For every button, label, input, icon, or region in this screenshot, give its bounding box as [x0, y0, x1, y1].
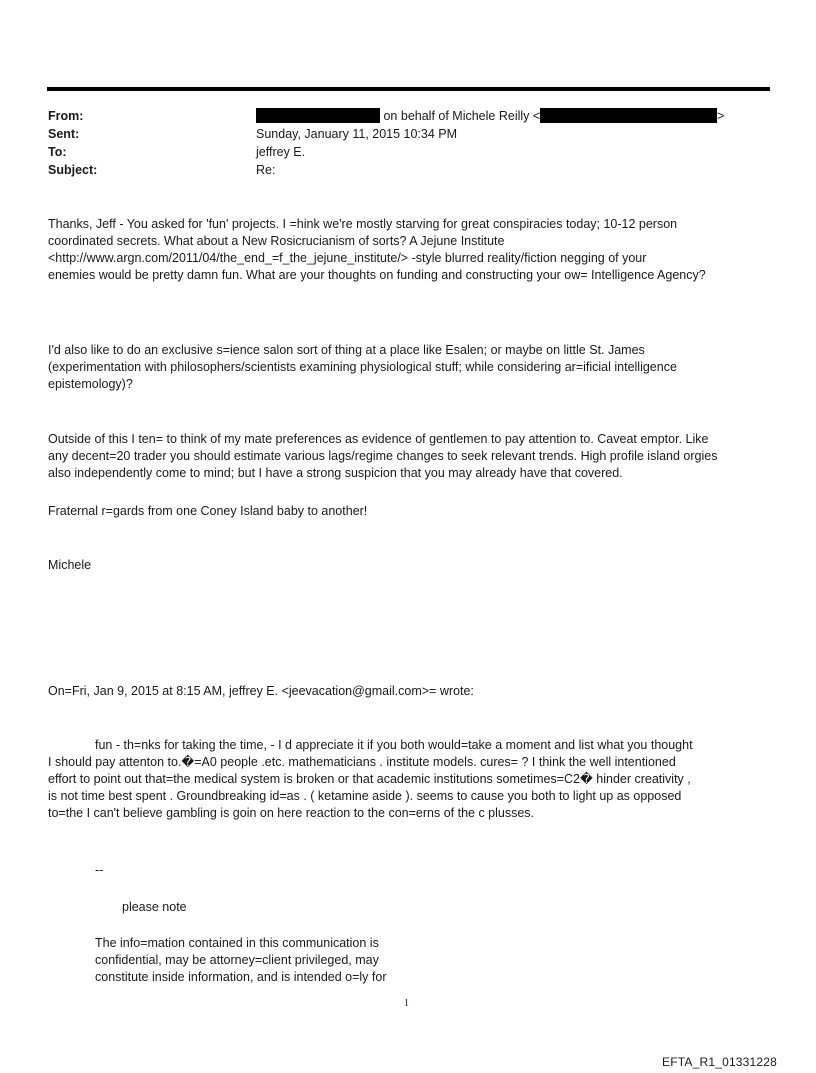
- document-id: EFTA_R1_01331228: [662, 1055, 778, 1069]
- text-line: Outside of this I ten= to think of my mate preferences as evidence of gentlemen to pay attention to. Caveat emptor. Like: [48, 432, 709, 446]
- sent-row: [48, 126, 748, 143]
- from-on-behalf: on behalf of Michele Reilly <: [383, 109, 541, 123]
- signature-dash: --: [95, 863, 104, 877]
- quoted-line: is not time best spent . Groundbreaking id=as . ( ketamine aside ). seems to cause you both to light up as opposed: [48, 789, 682, 803]
- text-line: also independently come to mind; but I have a strong suspicion that you may already have that covered.: [48, 466, 623, 480]
- header-rule: [47, 87, 770, 91]
- to-row: [48, 144, 748, 161]
- quoted-line: I should pay attenton to.�=A0 people .etc. mathematicians . institute models. cures= ? I think the well intentioned: [48, 755, 676, 769]
- to-label: To:: [48, 145, 67, 159]
- subject-row: [48, 162, 748, 179]
- reply-header: On=Fri, Jan 9, 2015 at 8:15 AM, jeffrey E. <jeevacation@gmail.com>= wrote:: [48, 684, 474, 698]
- disclaimer-line: confidential, may be attorney=client privileged, may: [95, 953, 379, 967]
- quoted-message: [48, 737, 693, 822]
- text-line: coordinated secrets. What about a New Rosicrucianism of sorts? A Jejune Institute: [48, 234, 505, 248]
- disclaimer: [95, 935, 387, 986]
- page-number: 1: [404, 998, 409, 1009]
- sent-value: Sunday, January 11, 2015 10:34 PM: [256, 127, 458, 141]
- disclaimer-line: constitute inside information, and is intended o=ly for: [95, 970, 387, 984]
- redaction-block: [256, 108, 380, 123]
- from-row: [48, 108, 748, 125]
- quoted-line: fun - th=nks for taking the time, - I d appreciate it if you both would=take a moment and list what you thought: [95, 738, 693, 752]
- body-paragraph-4: Fraternal r=gards from one Coney Island baby to another!: [48, 504, 368, 518]
- to-value: jeffrey E.: [256, 145, 306, 159]
- quoted-line: effort to point out that=the medical system is broken or that academic institutions sometimes=C2� hinder creativity ,: [48, 772, 691, 786]
- sent-label: Sent:: [48, 127, 80, 141]
- body-paragraph-2: [48, 342, 772, 393]
- body-paragraph-1: [48, 216, 772, 284]
- from-label: From:: [48, 109, 84, 123]
- text-line: epistemology)?: [48, 377, 133, 391]
- text-line: enemies would be pretty damn fun. What are your thoughts on funding and constructing your ow= Intelligence Agency?: [48, 268, 706, 282]
- text-line: <http://www.argn.com/2011/04/the_end_=f_the_jejune_institute/> -style blurred reality/fiction negging of your: [48, 251, 647, 265]
- subject-value: Re:: [256, 163, 276, 177]
- text-line: Thanks, Jeff - You asked for 'fun' projects. I =hink we're mostly starving for great conspiracies today; 10-12 person: [48, 217, 678, 231]
- redaction-block: [540, 108, 717, 123]
- signature: Michele: [48, 558, 92, 572]
- subject-label: Subject:: [48, 163, 98, 177]
- please-note: please note: [122, 900, 187, 914]
- from-end: >: [717, 109, 725, 123]
- text-line: (experimentation with philosophers/scientists examining physiological stuff; while considering ar=ificial intelligence: [48, 360, 677, 374]
- disclaimer-line: The info=mation contained in this communication is: [95, 936, 379, 950]
- quoted-line: to=the I can't believe gambling is goin on here reaction to the con=erns of the c plusses.: [48, 806, 535, 820]
- text-line: any decent=20 trader you should estimate various lags/regime changes to seek relevant trends. High profile island orgies: [48, 449, 718, 463]
- text-line: I'd also like to do an exclusive s=ience salon sort of thing at a place like Esalen; or maybe on little St. James: [48, 343, 645, 357]
- body-paragraph-3: [48, 431, 772, 482]
- from-value: [256, 108, 724, 125]
